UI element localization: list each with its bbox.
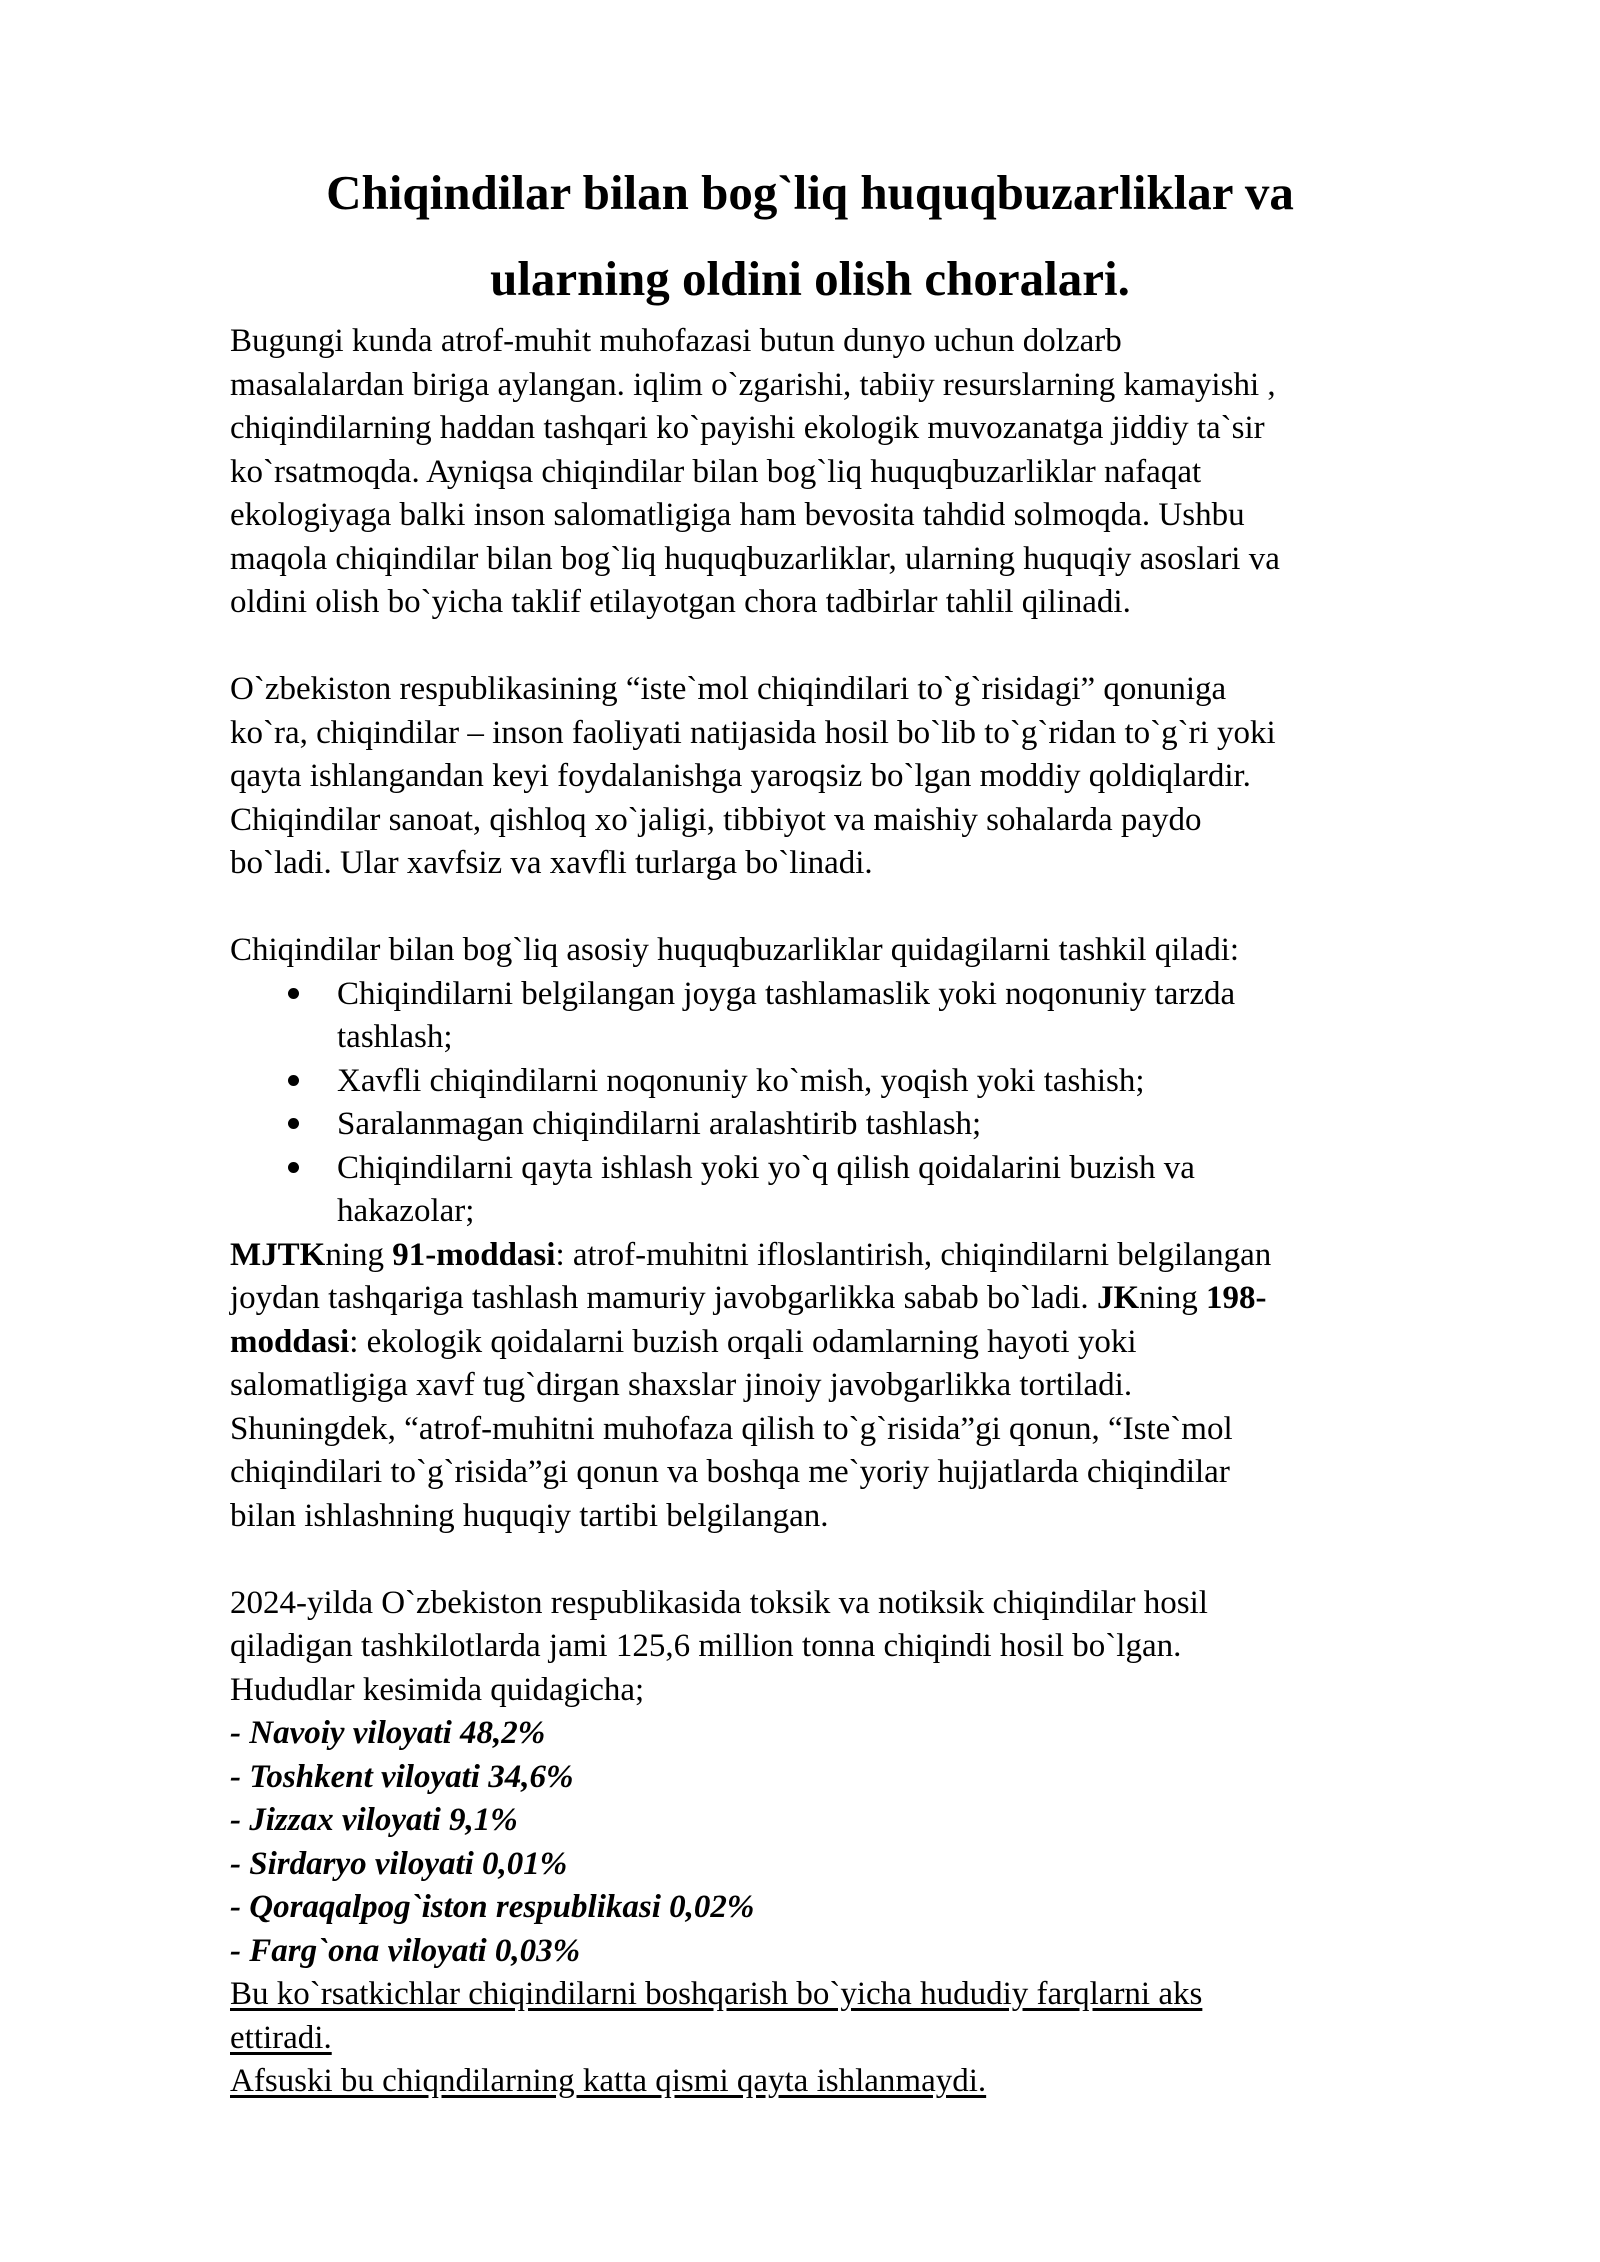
list-item-line: Saralanmagan chiqindilarni aralashtirib tashlash; bbox=[337, 1106, 982, 1142]
law-text: ning bbox=[1139, 1280, 1207, 1316]
definition-line: bo`ladi. Ular xavfsiz va xavfli turlarga bo`linadi. bbox=[230, 845, 873, 881]
law-line: salomatligiga xavf tug`dirgan shaxslar jinoiy javobgarlikka tortiladi. bbox=[230, 1367, 1133, 1403]
intro-line: masalalardan biriga aylangan. iqlim o`zgarishi, tabiiy resurslarning kamayishi , bbox=[230, 366, 1276, 403]
region-item: - Navoiy viloyati 48,2% bbox=[230, 1715, 546, 1751]
definition-line: ko`ra, chiqindilar – inson faoliyati natijasida hosil bo`lib to`g`ridan to`g`ri yoki bbox=[230, 714, 1276, 751]
definition-paragraph bbox=[230, 668, 1460, 886]
intro-line: ko`rsatmoqda. Ayniqsa chiqindilar bilan bog`liq huquqbuzarliklar nafaqat bbox=[230, 453, 1202, 490]
conclusion-line bbox=[230, 2060, 1460, 2104]
law-line: bilan ishlashning huquqiy tartibi belgilangan. bbox=[230, 1497, 829, 1534]
law-line: Shuningdek, “atrof-muhitni muhofaza qilish to`g`risida”gi qonun, “Iste`mol bbox=[230, 1410, 1233, 1447]
conclusion-text: ettiradi. bbox=[230, 2019, 332, 2056]
law-article-91: 91-moddasi bbox=[392, 1236, 556, 1273]
list-item bbox=[230, 973, 1460, 1060]
law-line bbox=[230, 1321, 1460, 1365]
stats-line: Hududlar kesimida quidagicha; bbox=[230, 1671, 645, 1708]
list-item-line: tashlash; bbox=[337, 1019, 453, 1055]
violations-list bbox=[230, 973, 1460, 1234]
intro-line: ekologiyaga balki inson salomatligiga ham bevosita tahdid solmoqda. Ushbu bbox=[230, 497, 1245, 533]
law-code-mjtk: MJTK bbox=[230, 1236, 326, 1273]
conclusion-line bbox=[230, 2017, 1460, 2061]
law-line bbox=[230, 1277, 1460, 1321]
list-item bbox=[230, 1060, 1460, 1104]
law-text: : ekologik qoidalarni buzish orqali odamlarning hayoti yoki bbox=[349, 1323, 1137, 1360]
document-body bbox=[230, 320, 1460, 2104]
stats-line: 2024-yilda O`zbekiston respublikasida toksik va notiksik chiqindilar hosil bbox=[230, 1584, 1208, 1621]
conclusion-text: Afsuski bu chiqndilarning katta qismi qayta ishlanmaydi. bbox=[230, 2063, 987, 2099]
list-item bbox=[230, 1147, 1460, 1234]
document-title bbox=[230, 150, 1390, 322]
region-item: - Jizzax viloyati 9,1% bbox=[230, 1802, 518, 1838]
bullet-icon bbox=[288, 1075, 299, 1086]
region-item: - Farg`ona viloyati 0,03% bbox=[230, 1932, 581, 1969]
definition-line: Chiqindilar sanoat, qishloq xo`jaligi, tibbiyot va maishiy sohalarda paydo bbox=[230, 801, 1202, 838]
paragraph-gap bbox=[230, 886, 1460, 930]
bullet-icon bbox=[288, 1162, 299, 1173]
list-item-line: hakazolar; bbox=[337, 1193, 475, 1229]
law-article-198-cont: moddasi bbox=[230, 1323, 350, 1360]
law-line: chiqindilari to`g`risida”gi qonun va boshqa me`yoriy hujjatlarda chiqindilar bbox=[230, 1454, 1230, 1490]
law-text: ning bbox=[325, 1236, 393, 1273]
list-item-line: Chiqindilarni belgilangan joyga tashlamaslik yoki noqonuniy tarzda bbox=[337, 975, 1236, 1012]
intro-line: Bugungi kunda atrof-muhit muhofazasi butun dunyo uchun dolzarb bbox=[230, 323, 1122, 359]
stats-line: qiladigan tashkilotlarda jami 125,6 million tonna chiqindi hosil bo`lgan. bbox=[230, 1628, 1182, 1664]
list-item bbox=[230, 1103, 1460, 1147]
law-text: joydan tashqariga tashlash mamuriy javobgarlikka sabab bo`ladi. bbox=[230, 1280, 1097, 1316]
list-item-line: Xavfli chiqindilarni noqonuniy ko`mish, yoqish yoki tashish; bbox=[337, 1062, 1145, 1099]
conclusion-text: Bu ko`rsatkichlar chiqindilarni boshqarish bo`yicha hududiy farqlarni aks bbox=[230, 1976, 1203, 2012]
paragraph-gap bbox=[230, 625, 1460, 669]
conclusion-line bbox=[230, 1973, 1460, 2017]
law-text: : atrof-muhitni ifloslantirish, chiqindilarni belgilangan bbox=[555, 1236, 1272, 1273]
definition-line: O`zbekiston respublikasining “iste`mol chiqindilari to`g`risidagi” qonuniga bbox=[230, 671, 1227, 707]
law-article-198: 198- bbox=[1206, 1280, 1267, 1316]
intro-line: maqola chiqindilar bilan bog`liq huquqbuzarliklar, ularning huquqiy asoslari va bbox=[230, 540, 1280, 577]
law-line bbox=[230, 1234, 1460, 1278]
intro-line: chiqindilarning haddan tashqari ko`payishi ekologik muvozanatga jiddiy ta`sir bbox=[230, 410, 1265, 446]
stats-paragraph bbox=[230, 1582, 1460, 2104]
intro-line: oldini olish bo`yicha taklif etilayotgan chora tadbirlar tahlil qilinadi. bbox=[230, 584, 1131, 620]
law-paragraph bbox=[230, 1234, 1460, 1539]
bullet-icon bbox=[288, 1118, 299, 1129]
region-item: - Sirdaryo viloyati 0,01% bbox=[230, 1845, 568, 1882]
region-item: - Toshkent viloyati 34,6% bbox=[230, 1758, 574, 1795]
bullet-icon bbox=[288, 988, 299, 999]
title-line-2: ularning oldini olish choralari. bbox=[490, 251, 1130, 306]
paragraph-gap bbox=[230, 1538, 1460, 1582]
intro-paragraph bbox=[230, 320, 1460, 625]
list-item-line: Chiqindilarni qayta ishlash yoki yo`q qilish qoidalarini buzish va bbox=[337, 1149, 1195, 1186]
violations-heading: Chiqindilar bilan bog`liq asosiy huquqbuzarliklar quidagilarni tashkil qiladi: bbox=[230, 932, 1240, 968]
region-item: - Qoraqalpog`iston respublikasi 0,02% bbox=[230, 1889, 755, 1925]
definition-line: qayta ishlangandan keyi foydalanishga yaroqsiz bo`lgan moddiy qoldiqlardir. bbox=[230, 758, 1251, 794]
law-code-jk: JK bbox=[1096, 1280, 1140, 1316]
title-line-1: Chiqindilar bilan bog`liq huquqbuzarliklar va bbox=[326, 165, 1294, 220]
